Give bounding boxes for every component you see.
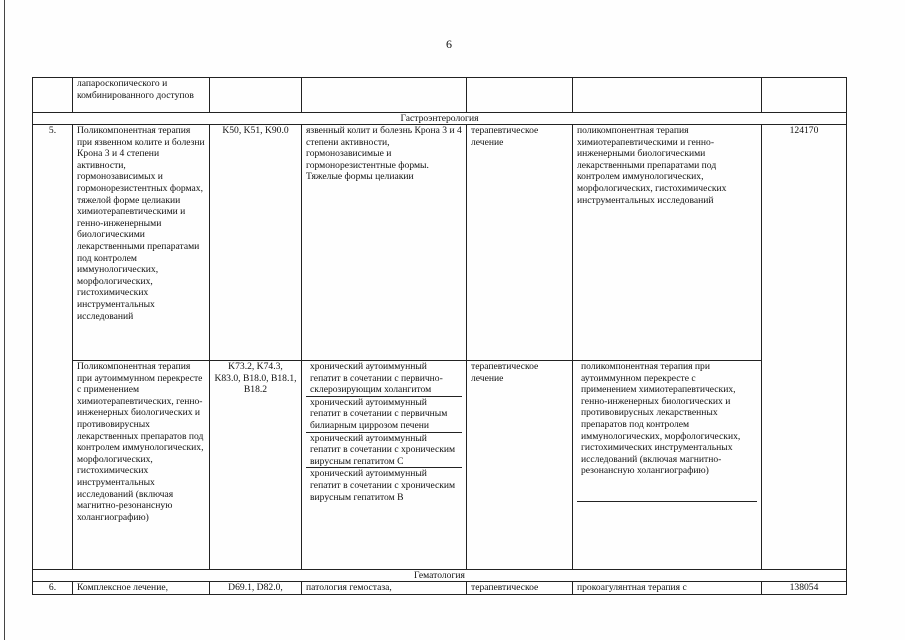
page-number: 6 <box>446 37 452 51</box>
model-item: хронический аутоиммунный гепатит в сочетании с первично-склерозирующим холангитом <box>306 361 462 397</box>
cell-codes: K73.2, K74.3, K83.0, B18.0, B18.1, B18.2 <box>210 361 302 570</box>
cell-model-list <box>302 361 467 570</box>
cell-model: язвенный колит и болезнь Крона 3 и 4 степени активности, гормонозависимые и гормонорезистентные формы. Тяжелые формы целиакии <box>302 125 467 361</box>
cell-volume: 138054 <box>762 582 847 595</box>
medical-care-table <box>32 77 847 595</box>
cell-treatment-type: терапевтическое лечение <box>467 361 573 570</box>
model-item: хронический аутоиммунный гепатит в сочетании с хроническим вирусным гепатитом B <box>310 468 456 503</box>
table-row <box>33 582 847 595</box>
section-title-hematology: Гематология <box>33 570 847 582</box>
model-item: хронический аутоиммунный гепатит в сочетании с первичным билиарным циррозом печени <box>306 397 462 433</box>
table-row <box>33 361 847 570</box>
cell-num <box>33 78 73 113</box>
table-row <box>33 78 847 113</box>
method-text: поликомпонентная терапия при аутоиммунном перекресте с применением химиотерапевтических, генно-инженерных биологических и противовирусных лекарственных препаратов под контролем иммунологических, морфологических, гистохимических инструментальных исследований (включая магнитно-резонансную холангиографию) <box>581 361 741 477</box>
cell-codes: D69.1, D82.0, <box>210 582 302 595</box>
cell-treatment-type: терапевтическое лечение <box>467 125 573 361</box>
cell-name: Поликомпонентная терапия при язвенном колите и болезни Крона 3 и 4 степени активности, гормонозависимых и гормонорезистентных формах, тяжелой форме целиакии химиотерапевтическими и генно-инженерными биологическими лекарственными препаратами под контролем иммунологических, морфологических, гистохимических инструментальных исследований <box>73 125 210 361</box>
cell-volume: 124170 <box>762 125 847 570</box>
cell-method: прокоагулянтная терапия с <box>573 582 762 595</box>
cell-treatment-type: терапевтическое <box>467 582 573 595</box>
cell-num: 6. <box>33 582 73 595</box>
section-title-gastroenterology: Гастроэнтерология <box>33 113 847 125</box>
cell-name: Поликомпонентная терапия при аутоиммунном перекресте с применением химиотерапевтических, генно-инженерных биологических и противовирусных лекарственных препаратов под контролем иммунологических, морфологических, гистохимических инструментальных исследований (включая магнитно-резонансную холангиографию) <box>73 361 210 570</box>
left-margin-line <box>4 0 5 640</box>
table-row <box>33 125 847 361</box>
cell-name: Комплексное лечение, <box>73 582 210 595</box>
cell-model: патология гемостаза, <box>302 582 467 595</box>
cell-codes: K50, K51, K90.0 <box>210 125 302 361</box>
cell-method <box>573 361 762 570</box>
cell-method: поликомпонентная терапия химиотерапевтическими и генно-инженерными биологическими лекарственными препаратами под контролем иммунологических, морфологических, гистохимических инструментальных исследований <box>573 125 762 361</box>
cell-num: 5. <box>33 125 73 570</box>
model-item: хронический аутоиммунный гепатит в сочетании с хроническим вирусным гепатитом C <box>306 433 462 469</box>
cell-name: лапароскопического и комбинированного доступов <box>73 78 210 113</box>
section-row <box>33 113 847 125</box>
method-empty-subcell <box>577 501 757 566</box>
section-row <box>33 570 847 582</box>
